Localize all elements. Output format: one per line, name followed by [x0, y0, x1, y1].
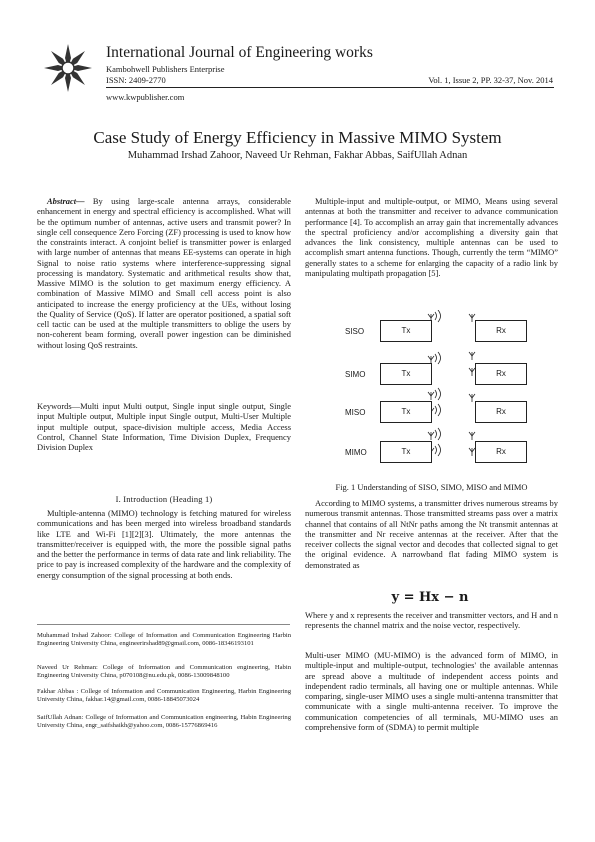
issn: ISSN: 2409-2770	[106, 75, 166, 85]
figure-caption: Fig. 1 Understanding of SISO, SIMO, MISO and MIMO	[335, 482, 528, 492]
publisher-name: Kambohwell Publishers Enterprise	[106, 64, 225, 74]
section-heading-introduction: I. Introduction (Heading 1)	[115, 494, 213, 504]
mimo-systems-text: According to MIMO systems, a transmitter drives numerous streams by numerous transmit antennas. Those transmitted streams pass over a matrix channel that contains of all NtNr paths among the Nt transmit antennas at the transmitter and Nr receive antennas at the receiver. After that the receiver collects the signal vector and decodes that collected signal to get the original evidence. A narrowband flat fading MIMO system is demonstrated as	[305, 498, 558, 570]
mu-mimo	[305, 650, 558, 732]
publisher-website[interactable]: www.kwpublisher.com	[106, 92, 185, 102]
diagram-rx-mimo: Rx	[475, 441, 527, 463]
diagram-label-siso: SISO	[345, 327, 365, 336]
diagram-tx-simo: Tx	[380, 363, 432, 385]
mimo-intro-text: Multiple-input and multiple-output, or MIMO, Means using several antennas at both the transmitter and receiver to advance communication performance [4]. To accomplish an array gain that incrementally advances the spectral proficiency and/or accomplishing a diversity gain that advances the link consistency, multiple antennas can be used to accomplish smart antenna functions. Though, currently the term “MIMO” generally states to a scheme for enlarging the capacity of a radio link by manipulating multipath propagation [5].	[305, 196, 558, 278]
mimo-intro	[305, 196, 558, 278]
diagram-label-miso: MISO	[345, 408, 366, 417]
equation-explanation-text: Where y and x represents the receiver and transmitter vectors, and H and n represents the channel matrix and the noise vector, respectively.	[305, 610, 558, 631]
footnote-2: Naveed Ur Rehman: College of Information and Communication engineering, Habin Engineering University China, p070108@nu.edu.pk, 0086-13009848100	[37, 664, 291, 679]
diagram-rx-miso: Rx	[475, 401, 527, 423]
paper-title: Case Study of Energy Efficiency in Massive MIMO System	[93, 128, 502, 147]
journal-title: International Journal of Engineering works	[106, 44, 373, 61]
paper-authors: Muhammad Irshad Zahoor, Naveed Ur Rehman, Fakhar Abbas, SaifUllah Adnan	[127, 150, 468, 161]
diagram-tx-mimo: Tx	[380, 441, 432, 463]
diagram-tx-miso: Tx	[380, 401, 432, 423]
keywords	[37, 401, 291, 452]
mu-mimo-text: Multi-user MIMO (MU-MIMO) is the advanced form of MIMO, in multiple-input and multiple-output, technologies' the available antennas are spread above a multitude of independent access points and independent radio terminals, all having one or multiple antennas. While comparing, single-user MIMO uses a single multi-antenna transmitter that communicate with a single multi-antenna receiver. To improve the communication competencies of all terminals, MU-MIMO uses an comprehensive form of (SDMA) to permit multiple	[305, 650, 558, 732]
mimo-figure	[345, 310, 550, 475]
volume-info: Vol. 1, Issue 2, PP. 32-37, Nov. 2014	[428, 75, 553, 85]
keywords-text: Keywords—Multi input Multi output, Single input single output, Single input Multiple output, Multiple input Single output, Multi-User Multiple input multiple output, space-division multiple access, Media Access Control, Channel State Information, Time Division Duplex, Frequency Division Duplex	[37, 401, 291, 452]
footnote-1: Muhammad Irshad Zahoor: College of Information and Communication Engineering Harbin Engineering University China, engineerirshad89@gmail.com, 0086-18346193101	[37, 632, 291, 647]
diagram-rx-simo: Rx	[475, 363, 527, 385]
abstract	[37, 196, 291, 350]
footnote-4: SaifUllah Adnan: College of Information and Communication engineering, Habin Engineering University China, engr_saifshaikh@yahoo.com, 0086-15776869416	[37, 714, 291, 729]
introduction	[37, 508, 291, 580]
abstract-label: Abstract—	[47, 196, 85, 206]
abstract-text: By using large-scale antenna arrays, considerable enhancement in energy and spectral efficiency is accomplished. What will be the optimum number of antennas, active users and transmit power? In single cell consequence Zero Forcing (ZF) processing is used to know how the constraints interact. A conjoint belief is transmitter power is enlarged with large number of antennas that means EE-systems can operate in high Signal to noise ratio systems where interference-suppressing signal processing is mandatory. Systematic and arithmetical results show that, Massive MIMO is the solution to get maximum energy efficiency. A combination of Massive MIMO and Small cell access point is also anticipated to increase the energy proficiency at the UEs, without losing the Quality of Service (QoS). If latter are operator positioned, a spatial soft cell tactic can be used at the multiple transmitters to oblige the users by non-coherent beam forming, overall power ingestion can be diminished without losing QoS restraints.	[37, 196, 291, 350]
diagram-tx-siso: Tx	[380, 320, 432, 342]
diagram-label-mimo: MIMO	[345, 448, 367, 457]
footnote-divider	[37, 624, 290, 625]
equation-explanation	[305, 610, 558, 631]
diagram-rx-siso: Rx	[475, 320, 527, 342]
header-divider	[106, 87, 554, 88]
equation: y = Hx − n	[391, 590, 469, 605]
diagram-label-simo: SIMO	[345, 370, 366, 379]
footnote-3: Fakhar Abbas : College of Information and Communication Engineering, Harbin Engineering University China, fakhar.14@gmail.com, 0086-18845073024	[37, 688, 291, 703]
publisher-logo	[40, 40, 96, 96]
mimo-systems	[305, 498, 558, 570]
introduction-text: Multiple-antenna (MIMO) technology is fetching matured for wireless communications and has been merged into wireless broadband standards like LTE and Wi-Fi [1][2][3]. Ultimately, the more antennas the transmitter/receiver is equipped with, the more the possible signal paths and the better the performance in terms of data rate and link reliability. The price to pay is increased complexity of the hardware and the complexity of energy consumption of the signal processing at both ends.	[37, 508, 291, 580]
